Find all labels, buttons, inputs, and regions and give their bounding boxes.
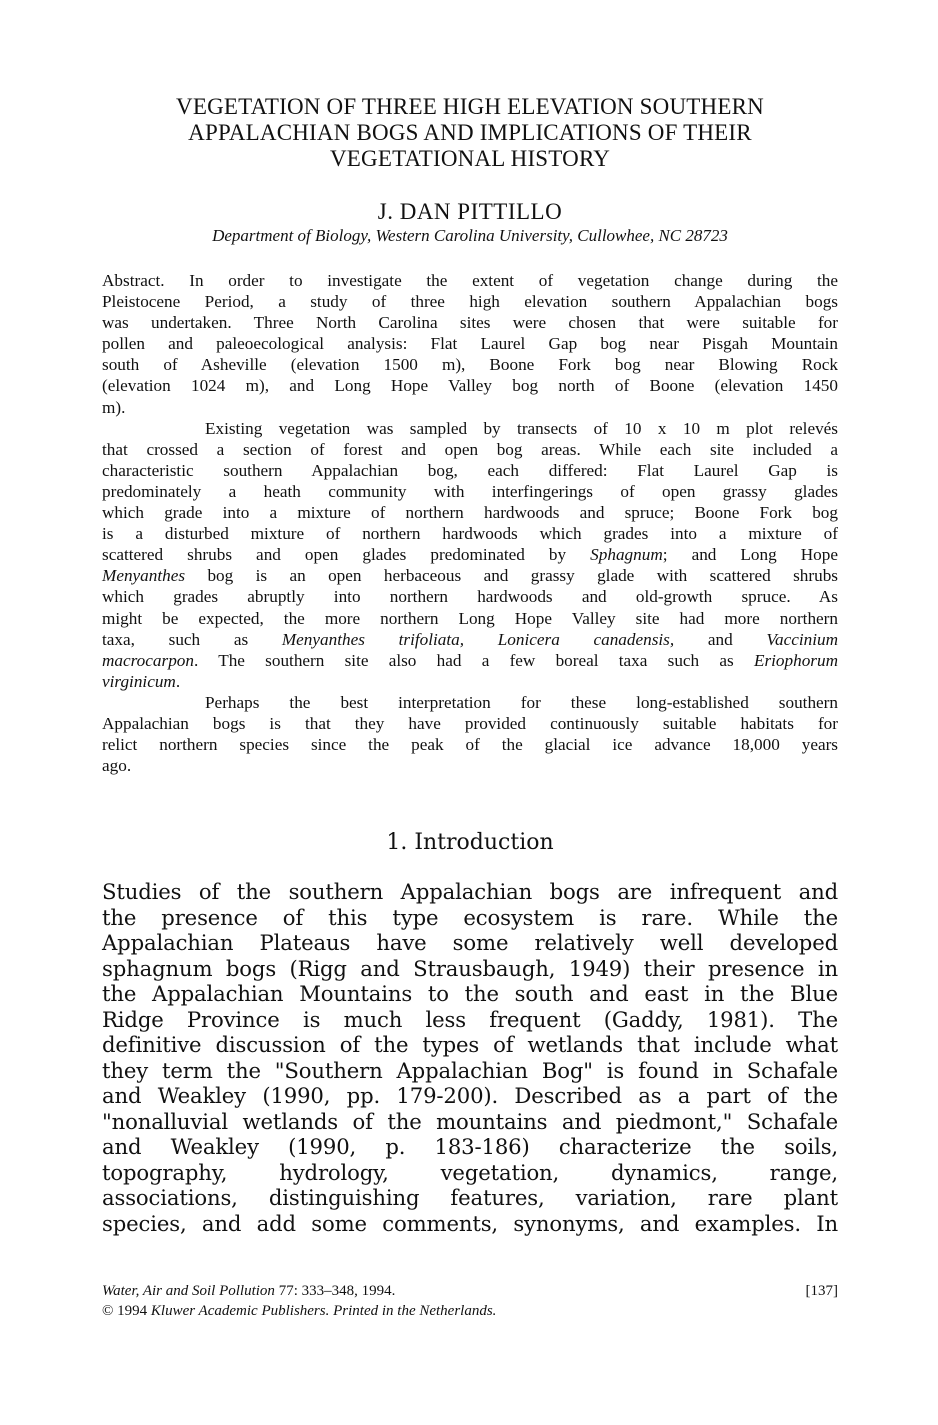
introduction-body	[102, 879, 838, 1236]
text-line: which grades abruptly into northern hardwoods and old-growth spruce. As	[102, 587, 838, 607]
taxon-name: Vaccinium	[766, 629, 838, 649]
publisher-line: Kluwer Academic Publishers. Printed in the Netherlands.	[150, 1303, 497, 1319]
taxon-name: virginicum	[102, 671, 176, 691]
text-line: south of Asheville (elevation 1500 m), Boone Fork bog near Blowing Rock	[102, 355, 838, 375]
page-number: [137]	[805, 1283, 838, 1299]
text-line: (elevation 1024 m), and Long Hope Valley bog north of Boone (elevation 1450	[102, 376, 838, 396]
text-line: species, and add some comments, synonyms, and examples. In	[102, 1210, 838, 1236]
text-line	[102, 629, 838, 650]
citation-line	[102, 1281, 838, 1301]
text-line: was undertaken. Three North Carolina sites were chosen that were suitable for	[102, 313, 838, 333]
abstract-paragraph-2	[102, 418, 838, 692]
text-run: scattered shrubs and open glades predominated by	[102, 545, 591, 565]
text-line: might be expected, the more northern Long Hope Valley site had more northern	[102, 608, 838, 628]
text-line: Perhaps the best interpretation for these long-established southern	[205, 692, 838, 712]
abstract-paragraph-1	[102, 270, 838, 418]
text-run: bog is an open herbaceous and grassy glade with scattered shrubs	[185, 566, 838, 586]
title-line-1: VEGETATION OF THREE HIGH ELEVATION SOUTHERN	[176, 94, 764, 119]
text-line: pollen and paleoecological analysis: Flat Laurel Gap bog near Pisgah Mountain	[102, 334, 838, 354]
text-line: relict northern species since the peak of the glacial ice advance 18,000 years	[102, 735, 838, 755]
text-line: Existing vegetation was sampled by transects of 10 x 10 m plot relevés	[205, 418, 838, 438]
text-run: taxa, such as	[102, 629, 282, 649]
author-affiliation: Department of Biology, Western Carolina University, Cullowhee, NC 28723	[212, 226, 728, 245]
text-run: . The southern site also had a few boreal taxa such as	[193, 650, 754, 670]
text-line: and Weakley (1990, p. 183-186) characterize the soils,	[102, 1134, 838, 1159]
page-footer	[102, 1281, 838, 1321]
text-line	[102, 650, 838, 671]
text-line: Pleistocene Period, a study of three high elevation southern Appalachian bogs	[102, 292, 838, 312]
copyright-symbol-year: © 1994	[102, 1303, 151, 1319]
title-line-3: VEGETATIONAL HISTORY	[329, 146, 611, 171]
text-line: definitive discussion of the types of wetlands that include what	[102, 1032, 838, 1057]
taxon-name: Menyanthes trifoliata, Lonicera canadensis,	[281, 629, 675, 649]
text-run: ; and Long Hope	[662, 545, 838, 565]
abstract-paragraph-3	[102, 692, 838, 776]
text-line: m).	[102, 397, 126, 417]
paper-title	[100, 94, 840, 172]
text-line: Appalachian Plateaus have some relatively well developed	[102, 930, 838, 955]
text-line: that crossed a section of forest and open bog areas. While each site included a	[102, 439, 838, 459]
text-line: which grade into a mixture of northern hardwoods and spruce; Boone Fork bog	[102, 503, 838, 523]
text-line: characteristic southern Appalachian bog, each differed: Flat Laurel Gap is	[102, 460, 838, 480]
text-line: associations, distinguishing features, variation, rare plant	[102, 1185, 838, 1210]
journal-name: Water, Air and Soil Pollution	[102, 1283, 275, 1299]
text-line: ago.	[102, 756, 132, 776]
text-line: predominately a heath community with interfingerings of open grassy glades	[102, 481, 838, 501]
text-line	[102, 544, 838, 565]
text-line	[102, 671, 838, 692]
author-name: J. DAN PITTILLO	[377, 199, 563, 224]
text-line: they term the "Southern Appalachian Bog" is found in Schafale	[102, 1057, 838, 1083]
text-run: .	[175, 671, 181, 691]
text-line: "nonalluvial wetlands of the mountains and piedmont," Schafale	[102, 1108, 838, 1134]
text-line	[102, 565, 838, 586]
copyright-line	[102, 1301, 838, 1321]
text-line: Studies of the southern Appalachian bogs are infrequent and	[102, 879, 838, 904]
taxon-name: Menyanthes	[102, 566, 186, 586]
text-line: Ridge Province is much less frequent (Gaddy, 1981). The	[102, 1006, 838, 1032]
text-line: the presence of this type ecosystem is rare. While the	[102, 904, 838, 930]
section-heading-introduction: 1. Introduction	[386, 830, 554, 855]
text-run: and	[674, 629, 767, 649]
text-line: Abstract. In order to investigate the extent of vegetation change during the	[102, 271, 838, 290]
taxon-name: macrocarpon	[102, 650, 194, 670]
text-line: the Appalachian Mountains to the south and east in the Blue	[102, 981, 838, 1006]
journal-volume: 77	[278, 1283, 294, 1299]
taxon-name: Eriophorum	[753, 650, 838, 670]
text-line: Appalachian bogs is that they have provided continuously suitable habitats for	[102, 713, 838, 733]
journal-pages-year: : 333–348, 1994.	[293, 1283, 396, 1299]
title-line-2: APPALACHIAN BOGS AND IMPLICATIONS OF THEIR	[188, 120, 752, 145]
taxon-name: Sphagnum	[590, 545, 663, 565]
text-line: and Weakley (1990, pp. 179-200). Described as a part of the	[102, 1083, 838, 1108]
text-line: is a disturbed mixture of northern hardwoods which grades into a mixture of	[102, 524, 838, 544]
text-line: topography, hydrology, vegetation, dynamics, range,	[102, 1159, 838, 1185]
abstract	[102, 270, 838, 776]
text-line: sphagnum bogs (Rigg and Strausbaugh, 1949) their presence in	[102, 955, 838, 981]
